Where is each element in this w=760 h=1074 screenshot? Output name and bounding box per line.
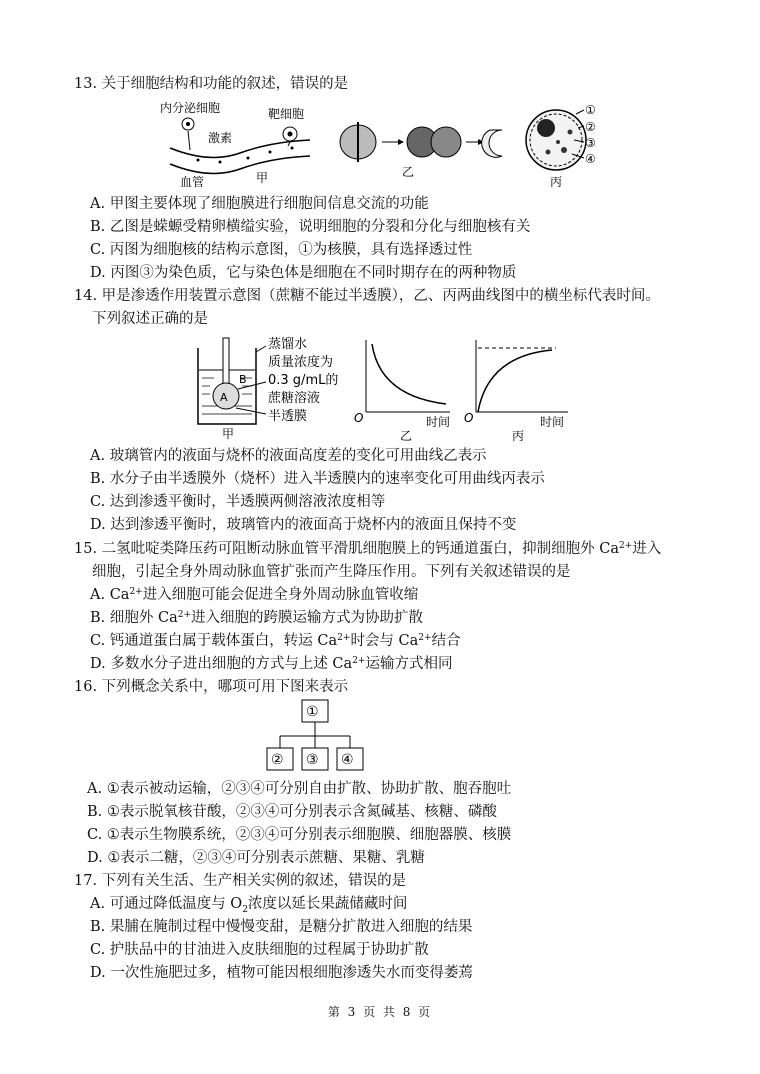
marker-1: ① (585, 103, 596, 117)
q13-figure-bing (518, 102, 608, 190)
q15-option-d: D. 多数水分子进出细胞的方式与上述 $Ca^{2+}$运输方式相同 (90, 656, 453, 672)
marker-4: ④ (585, 152, 596, 166)
box-3-label: ③ (306, 752, 319, 768)
q15-option-a: A. $Ca^{2+}$进入细胞可能会促进全身外周动脉血管收缩 (90, 587, 419, 603)
q16-option-c: C. ①表示生物膜系统，②③④可分别表示细胞膜、细胞器膜、核膜 (87, 827, 512, 843)
q17-option-a: A. 可通过降低温度与 $O_2$浓度以延长果蔬储藏时间 (90, 896, 408, 915)
curve-bing (478, 350, 552, 412)
q16-option-d: D. ①表示二糖，②③④可分别表示蔗糖、果糖、乳糖 (87, 850, 425, 866)
q16-stem: 16. 下列概念关系中，哪项可用下图来表示 (74, 679, 349, 695)
curve-yi (372, 344, 446, 404)
box-1-label: ① (306, 704, 319, 720)
label-conc1: 质量浓度为 (268, 355, 334, 370)
xlabel-bing: 时间 (540, 415, 565, 429)
box-2-label: ② (271, 752, 284, 768)
q13-option-a: A. 甲图主要体现了细胞膜进行细胞间信息交流的功能 (90, 196, 429, 212)
q14-option-a: A. 玻璃管内的液面与烧杯的液面高度差的变化可用曲线乙表示 (90, 448, 487, 464)
label-conc3: 蔗糖溶液 (268, 391, 321, 406)
label-b: B (239, 373, 247, 386)
q13-option-d: D. 丙图③为染色质，它与染色体是细胞在不同时期存在的两种物质 (90, 265, 517, 281)
q13-label-jia: 甲 (256, 171, 269, 185)
q13-figure-jia (150, 98, 320, 190)
q14-option-d: D. 达到渗透平衡时，玻璃管内的液面高于烧杯内的液面且保持不变 (90, 517, 517, 533)
q14-option-c: C. 达到渗透平衡时，半透膜两侧溶液浓度相等 (90, 494, 386, 510)
q13-label-target-cell: 靶细胞 (268, 107, 305, 121)
q15-stem-line2: 细胞，引起全身外周动脉血管扩张而产生降压作用。下列有关叙述错误的是 (92, 564, 571, 580)
label-a: A (220, 391, 228, 404)
marker-3: ③ (585, 136, 596, 150)
label-membrane: 半透膜 (268, 409, 308, 424)
q15-option-c: C. 钙通道蛋白属于载体蛋白，转运 $Ca^{2+}$时会与 $Ca^{2+}$结合 (90, 633, 461, 649)
q13-option-b: B. 乙图是蝾螈受精卵横缢实验，说明细胞的分裂和分化与细胞核有关 (90, 219, 531, 235)
q14-option-b: B. 水分子由半透膜外（烧杯）进入半透膜内的速率变化可用曲线丙表示 (90, 471, 545, 487)
q14-label-jia: 甲 (222, 427, 235, 441)
q17-option-c: C. 护肤品中的甘油进入皮肤细胞的过程属于协助扩散 (90, 942, 429, 958)
q16-option-b: B. ①表示脱氧核苷酸，②③④可分别表示含氮碱基、核糖、磷酸 (87, 804, 497, 820)
q14-figure-jia (190, 334, 370, 442)
q13-stem: 13. 关于细胞结构和功能的叙述，错误的是 (74, 76, 349, 92)
q17-option-b: B. 果脯在腌制过程中慢慢变甜，是糖分扩散进入细胞的结果 (90, 919, 473, 935)
q14-label-bing: 丙 (512, 429, 525, 442)
xlabel-yi: 时间 (426, 415, 451, 429)
q13-label-vessel: 血管 (180, 175, 205, 189)
q13-label-bing: 丙 (550, 175, 563, 189)
q15-stem-line1: 15. 二氢吡啶类降压药可阻断动脉血管平滑肌细胞膜上的钙通道蛋白，抑制细胞外 $Ca^{2+}$进入 (74, 541, 662, 557)
q14-figure-yi (350, 336, 460, 442)
q16-concept-diagram (260, 698, 370, 776)
label-conc2: 0.3 g/mL的 (268, 373, 339, 388)
marker-2: ② (585, 120, 596, 134)
label-distilled-water: 蒸馏水 (268, 337, 308, 352)
q17-stem: 17. 下列有关生活、生产相关实例的叙述，错误的是 (74, 873, 407, 889)
q13-option-c: C. 丙图为细胞核的结构示意图，①为核膜，具有选择透过性 (90, 242, 473, 258)
q14-figure-bing (460, 336, 580, 442)
q13-label-endocrine-cell: 内分泌细胞 (160, 101, 221, 115)
q13-figure-yi (330, 120, 515, 182)
q17-option-d: D. 一次性施肥过多，植物可能因根细胞渗透失水而变得萎蔫 (90, 965, 473, 981)
q16-option-a: A. ①表示被动运输，②③④可分别自由扩散、协助扩散、胞吞胞吐 (87, 781, 512, 797)
q14-label-yi: 乙 (400, 429, 413, 442)
page-footer: 第 3 页 共 8 页 (327, 1005, 433, 1019)
q15-option-b: B. 细胞外 $Ca^{2+}$进入细胞的跨膜运输方式为协助扩散 (90, 610, 424, 626)
q14-stem-line1: 14. 甲是渗透作用装置示意图（蔗糖不能过半透膜），乙、丙两曲线图中的横坐标代表时间。 (74, 288, 660, 304)
box-4-label: ④ (341, 752, 354, 768)
q13-label-hormone: 激素 (208, 131, 233, 145)
origin-yi: O (354, 411, 364, 425)
q14-stem-line2: 下列叙述正确的是 (92, 311, 208, 327)
origin-bing: O (464, 411, 474, 425)
q13-label-yi: 乙 (402, 165, 415, 179)
